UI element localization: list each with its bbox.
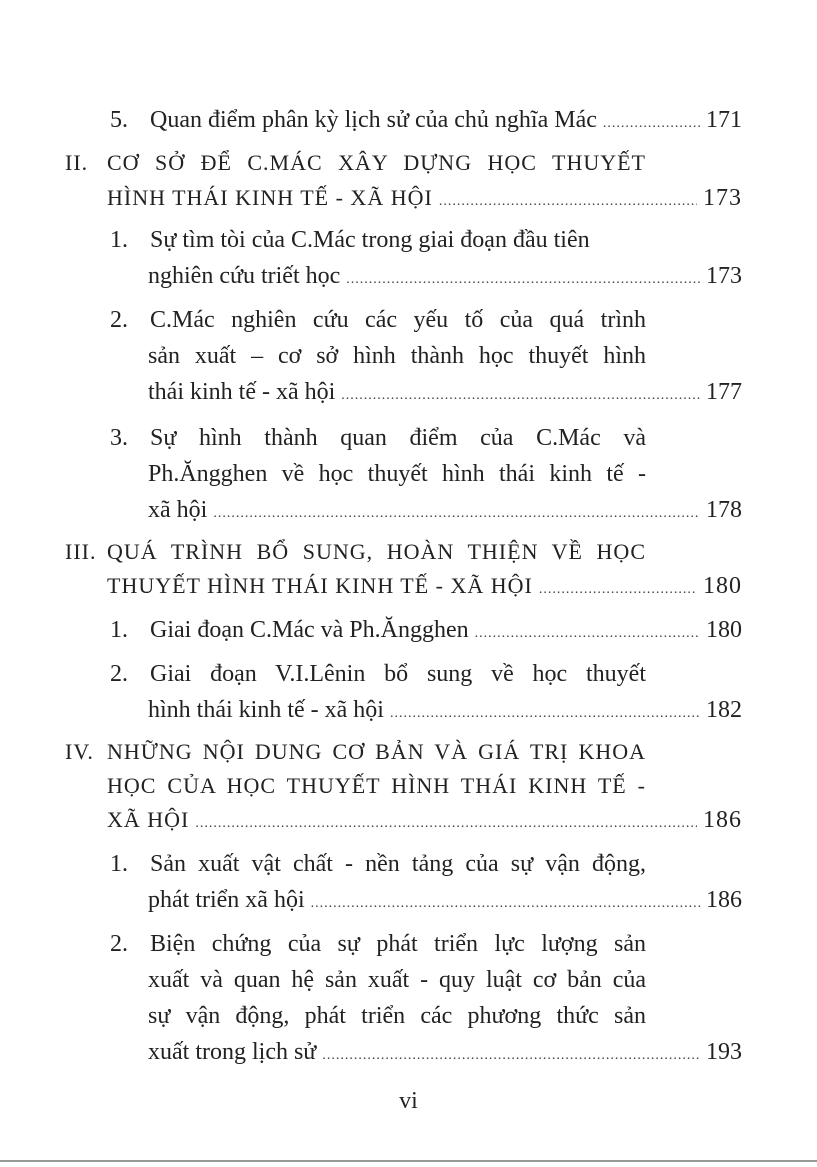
section-title: CƠ SỞ ĐỂ C.MÁC XÂY DỰNG HỌC THUYẾT [107, 150, 646, 175]
toc-entry [110, 926, 742, 962]
toc-entry [110, 656, 742, 692]
toc-section-heading-cont [107, 802, 742, 838]
entry-title: thái kinh tế - xã hội [148, 379, 336, 405]
entry-title: Biện chứng của sự phát triển lực lượng sản [150, 931, 646, 957]
entry-page: 171 [706, 107, 742, 133]
section-title: NHỮNG NỘI DUNG CƠ BẢN VÀ GIÁ TRỊ KHOA [107, 739, 646, 764]
entry-title: Quan điểm phân kỳ lịch sử của chủ nghĩa Mác [150, 107, 597, 133]
entry-title: C.Mác nghiên cứu các yếu tố của quá trình [150, 307, 646, 333]
toc-entry-cont [148, 998, 742, 1034]
toc-entry [110, 102, 742, 138]
scan-edge-line [0, 1160, 817, 1162]
entry-title: hình thái kinh tế - xã hội [148, 697, 384, 723]
toc-section-heading [65, 145, 742, 181]
entry-page: 182 [706, 697, 742, 723]
section-title: HỌC CỦA HỌC THUYẾT HÌNH THÁI KINH TẾ - [107, 773, 646, 798]
toc-entry [110, 302, 742, 338]
toc-section-heading [65, 734, 742, 770]
dot-leader [213, 496, 700, 532]
page-number-footer: vi [399, 1088, 418, 1114]
entry-title: Sự tìm tòi của C.Mác trong giai đoạn đầu tiên [150, 227, 590, 253]
entry-page: 193 [706, 1039, 742, 1065]
entry-title: Sự hình thành quan điểm của C.Mác và [150, 425, 646, 451]
section-number: III. [65, 539, 97, 564]
entry-page: 178 [706, 497, 742, 523]
dot-leader [439, 184, 697, 220]
entry-page: 180 [706, 617, 742, 643]
toc-entry [110, 420, 742, 456]
entry-title: nghiên cứu triết học [148, 263, 341, 289]
section-number: II. [65, 150, 89, 175]
toc-entry-cont [148, 374, 742, 410]
entry-title: sản xuất – cơ sở hình thành học thuyết hình [148, 343, 646, 369]
toc-section-heading-cont [107, 568, 742, 604]
dot-leader [311, 886, 700, 922]
dot-leader [475, 616, 700, 652]
entry-number: 1. [110, 227, 128, 253]
toc-entry [110, 222, 742, 258]
toc-section-heading-cont [107, 768, 742, 804]
entry-page: 186 [703, 807, 742, 833]
entry-number: 1. [110, 617, 128, 643]
section-number: IV. [65, 739, 94, 764]
entry-number: 3. [110, 425, 128, 451]
entry-page: 186 [706, 887, 742, 913]
toc-entry [110, 612, 742, 648]
entry-title: sự vận động, phát triển các phương thức sản [148, 1003, 646, 1029]
section-title: XÃ HỘI [107, 807, 190, 832]
dot-leader [322, 1038, 700, 1074]
dot-leader [195, 806, 697, 842]
dot-leader [539, 572, 697, 608]
entry-number: 2. [110, 931, 128, 957]
entry-title: xuất trong lịch sử [148, 1039, 317, 1065]
entry-title: Sản xuất vật chất - nền tảng của sự vận động, [150, 851, 646, 877]
entry-page: 177 [706, 379, 742, 405]
entry-number: 2. [110, 307, 128, 333]
dot-leader [603, 106, 700, 142]
toc-entry-cont [148, 1034, 742, 1070]
section-title: HÌNH THÁI KINH TẾ - XÃ HỘI [107, 185, 433, 210]
entry-number: 1. [110, 851, 128, 877]
toc-entry-cont [148, 692, 742, 728]
section-title: QUÁ TRÌNH BỔ SUNG, HOÀN THIỆN VỀ HỌC [107, 539, 646, 564]
toc-entry-cont [148, 456, 742, 492]
dot-leader [390, 696, 700, 732]
entry-title: xuất và quan hệ sản xuất - quy luật cơ bản của [148, 967, 646, 993]
toc-section-heading-cont [107, 180, 742, 216]
dot-leader [341, 378, 700, 414]
entry-number: 5. [110, 107, 128, 133]
toc-entry-cont [148, 882, 742, 918]
entry-page: 180 [703, 573, 742, 599]
entry-title: Giai đoạn V.I.Lênin bổ sung về học thuyết [150, 661, 646, 687]
section-title: THUYẾT HÌNH THÁI KINH TẾ - XÃ HỘI [107, 573, 533, 598]
entry-title: Giai đoạn C.Mác và Ph.Ăngghen [150, 617, 469, 643]
dot-leader [346, 262, 700, 298]
entry-page: 173 [706, 263, 742, 289]
toc-section-heading [65, 534, 742, 570]
toc-entry-cont [148, 258, 742, 294]
entry-title: phát triển xã hội [148, 887, 305, 913]
entry-title: xã hội [148, 497, 208, 523]
entry-number: 2. [110, 661, 128, 687]
toc-entry-cont [148, 338, 742, 374]
toc-entry-cont [148, 962, 742, 998]
entry-title: Ph.Ăngghen về học thuyết hình thái kinh tế - [148, 461, 646, 487]
toc-entry [110, 846, 742, 882]
toc-entry-cont [148, 492, 742, 528]
entry-page: 173 [703, 185, 742, 211]
